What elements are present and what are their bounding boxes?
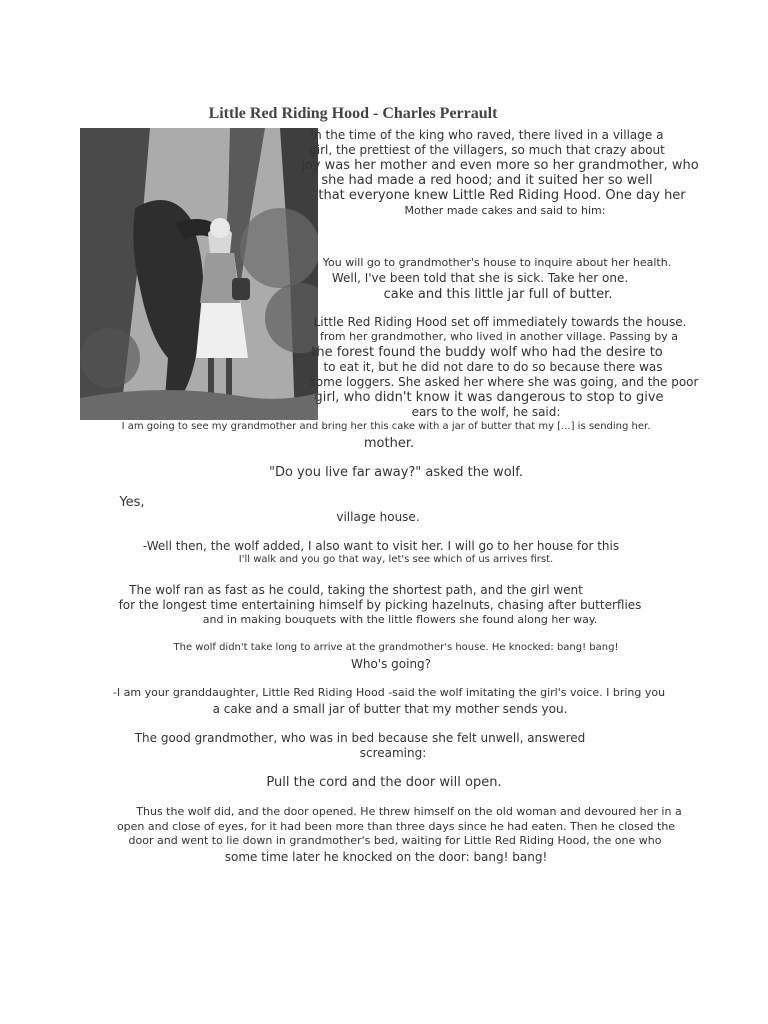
story-line: open and close of eyes, for it had been more than three days since he had eaten. Then he closed the xyxy=(116,820,676,833)
story-line: Mother made cakes and said to him: xyxy=(404,204,606,217)
story-line: mother. xyxy=(363,436,415,451)
story-line: from her grandmother, who lived in another village. Passing by a xyxy=(320,330,678,343)
story-line: "Do you live far away?" asked the wolf. xyxy=(268,465,524,480)
story-line: girl, who didn't know it was dangerous to stop to give xyxy=(314,390,664,405)
story-line: she had made a red hood; and it suited her so well xyxy=(321,173,653,188)
story-line: to eat it, but he did not dare to do so because there was xyxy=(323,360,663,374)
story-line: In the time of the king who raved, there lived in a village a xyxy=(310,128,664,142)
story-line: door and went to lie down in grandmother's bed, waiting for Little Red Riding Hood, the one who xyxy=(128,834,662,847)
story-line: a cake and a small jar of butter that my mother sends you. xyxy=(212,702,568,716)
story-line: -I am your granddaughter, Little Red Riding Hood -said the wolf imitating the girl's voice. I bring you xyxy=(112,686,666,699)
story-line: village house. xyxy=(336,510,420,524)
story-line: Yes, xyxy=(119,495,145,510)
story-line: You will go to grandmother's house to inquire about her health. xyxy=(322,256,672,269)
story-line: joy was her mother and even more so her grandmother, who xyxy=(301,158,699,173)
story-line: cake and this little jar full of butter. xyxy=(383,287,613,302)
story-line: I am going to see my grandmother and bring her this cake with a jar of butter that my [...] is sending her. xyxy=(121,421,651,432)
story-line: for the longest time entertaining himself by picking hazelnuts, chasing after butterflies xyxy=(118,598,642,612)
story-line: that everyone knew Little Red Riding Hood. One day her xyxy=(318,188,686,203)
story-line: The good grandmother, who was in bed because she felt unwell, answered xyxy=(134,731,586,745)
story-line: screaming: xyxy=(359,746,427,760)
story-line: some loggers. She asked her where she was going, and the poor xyxy=(309,375,699,389)
story-line: Well, I've been told that she is sick. Take her one. xyxy=(331,271,629,285)
story-line: Who's going? xyxy=(350,657,432,671)
story-line: ears to the wolf, he said: xyxy=(411,405,561,419)
story-line: Thus the wolf did, and the door opened. He threw himself on the old woman and devoured her in a xyxy=(136,805,682,818)
story-line: I'll walk and you go that way, let's see which of us arrives first. xyxy=(238,554,554,565)
story-line: The wolf didn't take long to arrive at the grandmother's house. He knocked: bang! bang! xyxy=(173,642,619,653)
story-line: -Well then, the wolf added, I also want to visit her. I will go to her house for this xyxy=(142,539,620,553)
story-line: some time later he knocked on the door: bang! bang! xyxy=(224,850,548,864)
story-illustration xyxy=(80,128,318,420)
story-line: Pull the cord and the door will open. xyxy=(266,775,502,790)
story-line: Little Red Riding Hood set off immediately towards the house. xyxy=(313,315,687,329)
story-line: The wolf ran as fast as he could, taking the shortest path, and the girl went xyxy=(129,583,583,597)
story-line: girl, the prettiest of the villagers, so much that crazy about xyxy=(309,143,665,157)
story-line: the forest found the buddy wolf who had the desire to xyxy=(311,345,663,360)
story-line: and in making bouquets with the little flowers she found along her way. xyxy=(202,613,598,626)
document-title: Little Red Riding Hood - Charles Perrault xyxy=(208,105,498,122)
